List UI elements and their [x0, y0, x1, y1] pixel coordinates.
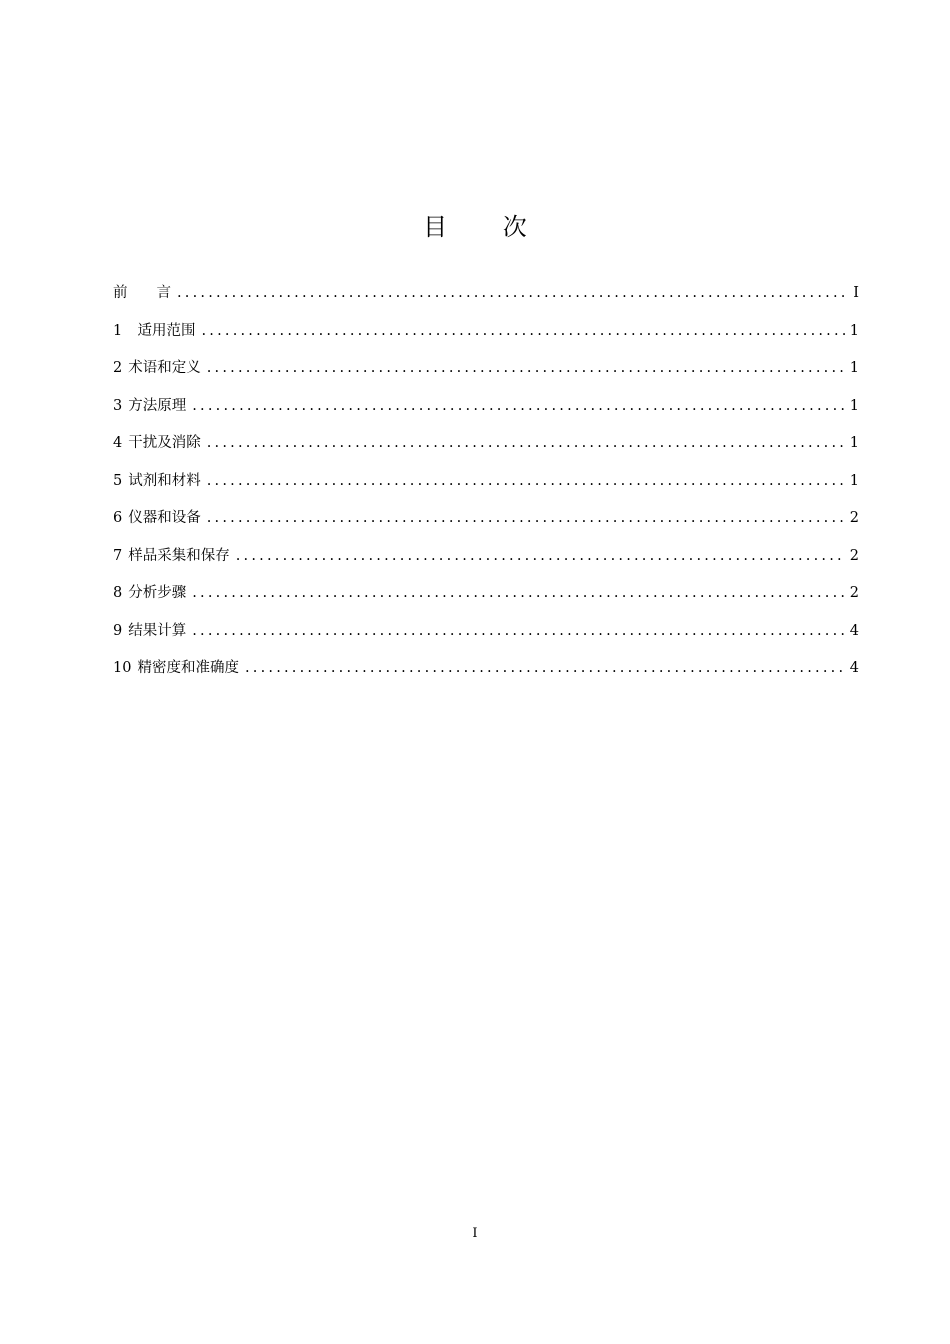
toc-entry-page: 1: [849, 472, 859, 489]
toc-entry-page: 2: [849, 585, 859, 601]
toc-leader-dots: [192, 582, 846, 604]
toc-entry-page: 2: [849, 547, 859, 564]
toc-entry-page: 4: [849, 660, 859, 676]
toc-entry-label: 前 言: [113, 285, 171, 301]
toc-leader-dots: [201, 320, 845, 342]
toc-entry-10[interactable]: [113, 657, 859, 695]
toc-entry-label: 干扰及消除: [128, 435, 201, 451]
page-title: 目 次: [423, 213, 551, 241]
toc-entry-page: 1: [849, 360, 859, 376]
toc-entry-label: 分析步骤: [128, 585, 187, 601]
toc-entry-page: I: [853, 285, 859, 301]
toc-entry-label: 结果计算: [128, 622, 187, 639]
toc-leader-dots: [192, 620, 846, 642]
toc-entry-number: 5: [113, 472, 123, 489]
toc-entry-page: 1: [849, 435, 859, 451]
toc-entry-page: 1: [849, 322, 859, 339]
toc-leader-dots: [236, 545, 846, 567]
toc-entry-4[interactable]: [113, 432, 859, 470]
toc-leader-dots: [245, 657, 846, 679]
toc-entry-label: 样品采集和保存: [128, 547, 230, 564]
toc-entry-9[interactable]: [113, 620, 859, 658]
toc-entry-7[interactable]: [113, 545, 859, 583]
toc-entry-number: 2: [113, 360, 123, 376]
toc-leader-dots: [207, 357, 846, 379]
toc-entry-number: 10: [113, 660, 132, 676]
toc-entry-label: 适用范围: [128, 322, 196, 339]
toc-entry-5[interactable]: [113, 470, 859, 508]
page-number-footer: I: [472, 1226, 478, 1241]
toc-entry-label: 精密度和准确度: [137, 660, 239, 676]
toc-entry-foreword[interactable]: [113, 282, 859, 320]
toc-entry-label: 仪器和设备: [128, 510, 201, 526]
toc-entry-3[interactable]: [113, 395, 859, 433]
toc-entry-number: 3: [113, 397, 123, 414]
toc-leader-dots: [192, 395, 846, 417]
toc-entry-number: 8: [113, 585, 123, 601]
toc-entry-6[interactable]: [113, 507, 859, 545]
toc-entry-2[interactable]: [113, 357, 859, 395]
toc-entry-page: 4: [849, 622, 859, 639]
toc-entry-label: 术语和定义: [128, 360, 201, 376]
toc-entry-number: 4: [113, 435, 123, 451]
toc-leader-dots: [177, 282, 847, 304]
toc-entry-label: 试剂和材料: [128, 472, 201, 489]
toc-entry-number: 1: [113, 322, 123, 339]
toc-leader-dots: [207, 432, 846, 454]
toc-leader-dots: [207, 470, 846, 492]
toc-entry-page: 2: [849, 510, 859, 526]
table-of-contents: [113, 282, 859, 695]
toc-entry-number: 7: [113, 547, 123, 564]
toc-entry-8[interactable]: [113, 582, 859, 620]
toc-leader-dots: [207, 507, 846, 529]
toc-entry-1[interactable]: [113, 320, 859, 358]
toc-entry-label: 方法原理: [128, 397, 187, 414]
toc-entry-number: 6: [113, 510, 123, 526]
toc-entry-number: 9: [113, 622, 123, 639]
toc-entry-page: 1: [849, 397, 859, 414]
